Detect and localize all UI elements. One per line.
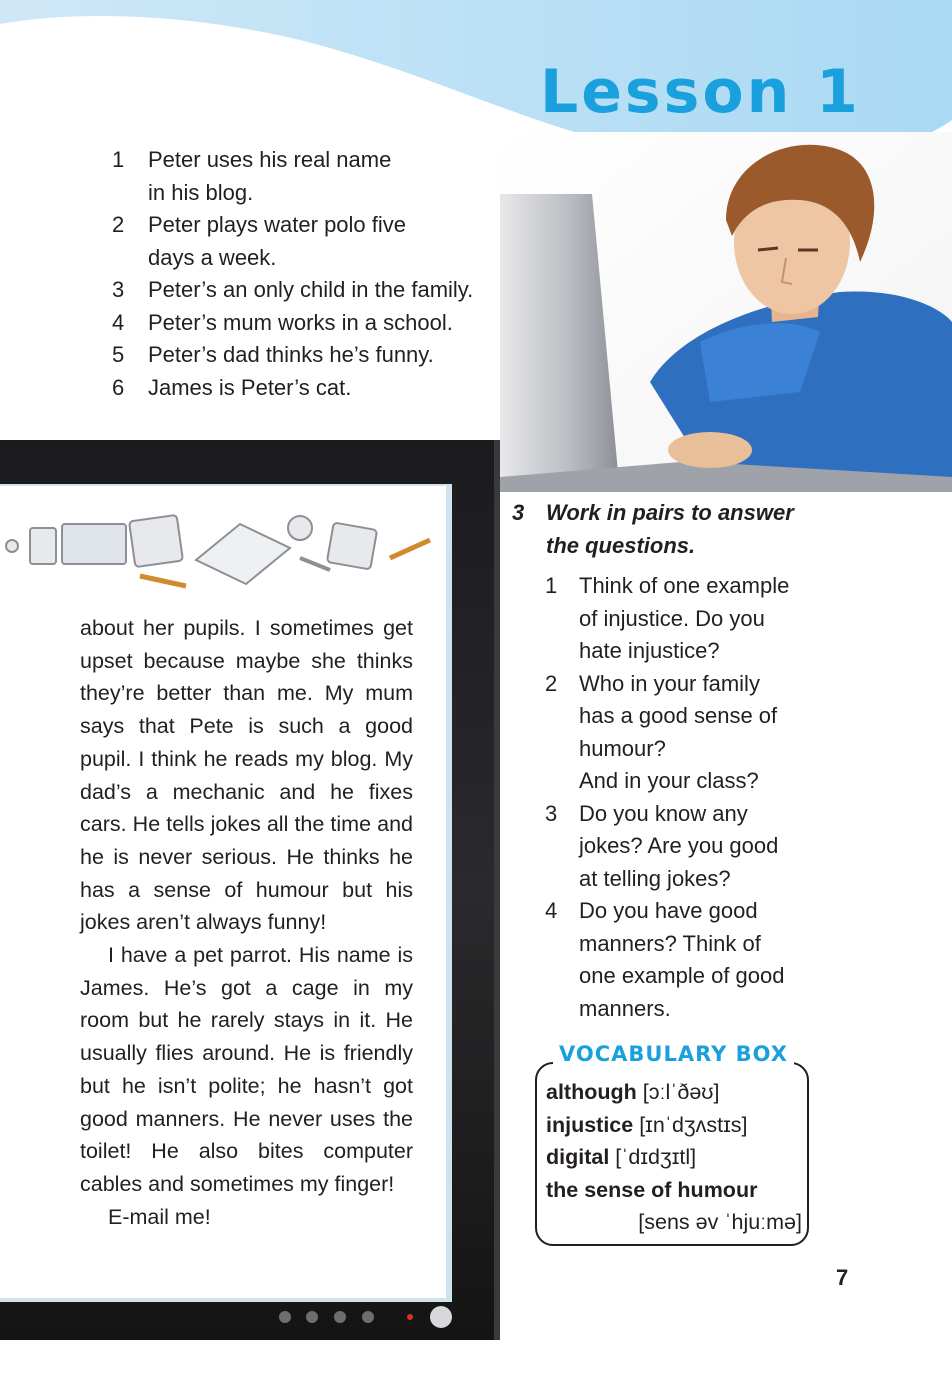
vocabulary-transcription: [ˈdɪdʒɪtl] xyxy=(615,1145,697,1169)
vocabulary-list xyxy=(546,1076,802,1239)
blog-paragraph: I have a pet parrot. His name is James. He’s got a cage in my room but he rarely stays in it. He usually flies around. He is friendly but he isn’t polite; he hasn’t got good manners. He never uses the toilet! He also bites computer cables and sometimes my finger! xyxy=(80,943,413,1196)
statement-item xyxy=(112,209,512,274)
statement-text: Peter’s an only child in the family. xyxy=(148,277,474,302)
statement-text: James is Peter’s cat. xyxy=(148,374,352,400)
vocabulary-item xyxy=(546,1076,802,1109)
blog-post-text xyxy=(80,612,413,1233)
task-instruction: Work in pairs to answer the questions. xyxy=(546,500,794,558)
question-item xyxy=(545,570,825,668)
statement-text: Peter’s dad thinks he’s funny. xyxy=(148,342,434,367)
task-heading xyxy=(512,497,832,562)
lesson-title: Lesson 1 xyxy=(540,57,861,127)
statement-text: Peter uses his real name in his blog. xyxy=(148,147,392,205)
statement-number: 4 xyxy=(112,309,125,335)
page-number: 7 xyxy=(836,1265,849,1290)
question-item xyxy=(545,798,825,896)
question-item xyxy=(545,895,825,1025)
question-number: 4 xyxy=(545,898,558,923)
statement-item xyxy=(112,144,512,209)
statement-list xyxy=(112,144,512,404)
vocabulary-transcription: [ɪnˈdʒʌstɪs] xyxy=(639,1112,748,1137)
statement-text: Peter plays water polo five days a week. xyxy=(148,212,407,270)
question-text: Do you have good manners? Think of one example of good manners. xyxy=(579,898,785,1021)
vocabulary-box-title: VOCABULARY BOX xyxy=(553,1040,794,1068)
question-text: Who in your family has a good sense of humour? And in your class? xyxy=(579,670,778,793)
school-items-strip xyxy=(0,488,440,596)
statement-item xyxy=(112,307,512,340)
vocabulary-item xyxy=(546,1141,802,1174)
question-number: 3 xyxy=(545,800,558,826)
blog-sign-off: E-mail me! xyxy=(108,1204,211,1229)
vocabulary-transcription: [sens əv ˈhjuːmə] xyxy=(638,1210,802,1234)
vocabulary-word: digital xyxy=(546,1145,610,1169)
question-text: Do you know any jokes? Are you good at telling jokes? xyxy=(579,800,779,891)
statement-item xyxy=(112,372,512,405)
statement-number: 6 xyxy=(112,374,125,400)
question-list xyxy=(545,570,825,1025)
vocabulary-transcription: [ɔːlˈðəʊ] xyxy=(642,1080,720,1104)
statement-text: Peter’s mum works in a school. xyxy=(148,309,453,335)
blog-paragraph: about her pupils. I sometimes get upset because maybe she thinks they’re better than me. My mum says that Pete is such a good pupil. I think he reads my blog. My dad’s a mechanic and he fixes cars. He tells jokes all the time and he is never serious. He thinks he has a sense of humour but his jokes aren’t always funny! xyxy=(80,616,413,935)
statement-number: 3 xyxy=(112,277,125,302)
vocabulary-word: the sense of humour xyxy=(546,1177,758,1202)
boy-at-laptop-photo xyxy=(500,132,952,492)
vocabulary-word: although xyxy=(546,1080,637,1104)
vocabulary-word: injustice xyxy=(546,1112,634,1137)
statement-number: 5 xyxy=(112,342,125,367)
vocabulary-item xyxy=(546,1174,802,1207)
statement-item xyxy=(112,274,512,307)
vocabulary-item xyxy=(546,1109,802,1142)
task-number: 3 xyxy=(512,500,525,525)
question-text: Think of one example of injustice. Do you hate injustice? xyxy=(579,573,790,663)
statement-number: 2 xyxy=(112,212,125,237)
statement-item xyxy=(112,339,512,372)
statement-number: 1 xyxy=(112,147,125,172)
question-number: 2 xyxy=(545,670,558,696)
question-item xyxy=(545,668,825,798)
question-number: 1 xyxy=(545,573,558,598)
